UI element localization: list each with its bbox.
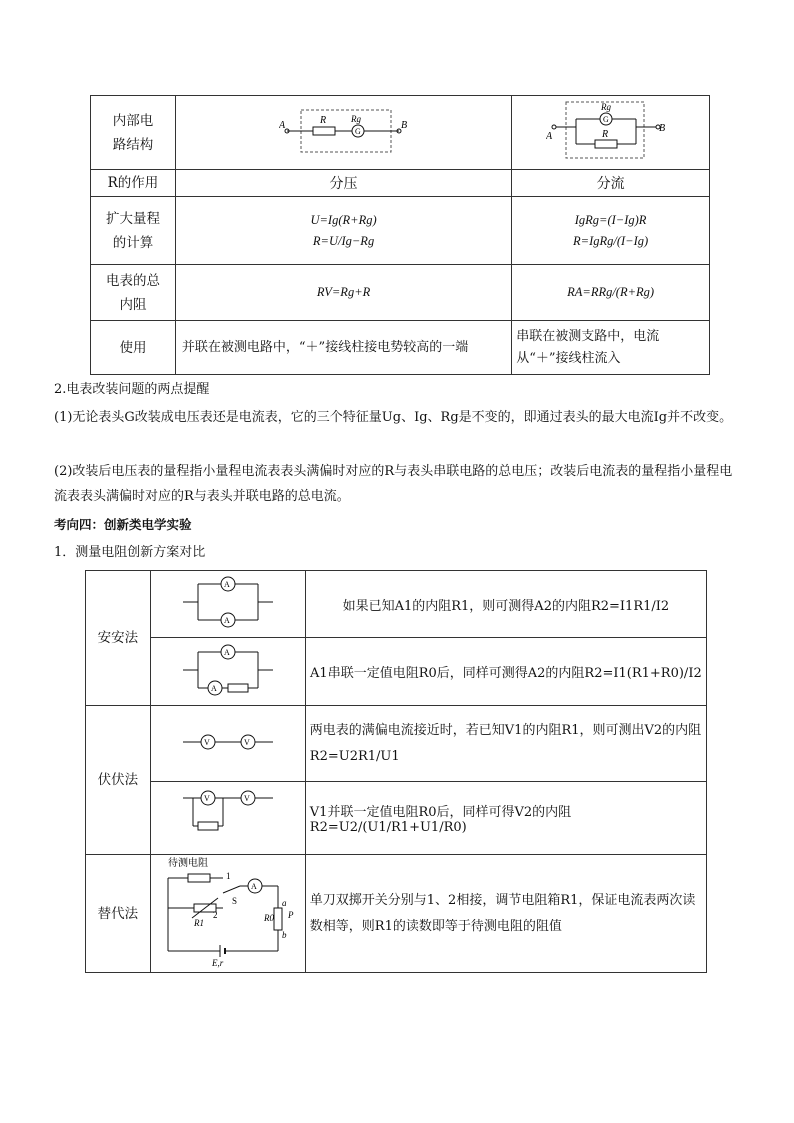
volt-r-role: 分压 (175, 170, 511, 197)
method-substitution: 替代法 (86, 855, 151, 973)
svg-text:P: P (287, 909, 294, 920)
svg-text:G: G (602, 114, 609, 124)
section-4-sub1: 1．测量电阻创新方案对比 (54, 545, 206, 560)
svg-text:R0: R0 (263, 912, 274, 923)
row-label-usage: 使用 (91, 321, 176, 375)
svg-text:V: V (243, 737, 250, 747)
ammeter-circuit-diagram (546, 99, 676, 163)
svg-text:A: A (223, 647, 230, 657)
curr-eq2: R=IgRg/(I−Ig) (573, 233, 649, 248)
svg-text:a: a (281, 897, 287, 908)
curr-total: RA=RRg/(R+Rg) (512, 265, 710, 321)
svg-text:A: A (545, 130, 552, 142)
section-2-p2: (2)改装后电压表的量程指小量程电流表表头满偏时对应的R与表头串联电路的总电压；改装后电流表的量程指小量程电流表表头满偏时对应的R与表头并联电路的总电流。 (54, 464, 733, 504)
ammeter-circuit-cell (512, 96, 710, 170)
svg-text:V: V (243, 794, 250, 803)
svg-text:V: V (203, 794, 210, 803)
svg-text:B: B (658, 122, 665, 134)
svg-text:Rg: Rg (600, 101, 611, 112)
aa-diagram-2 (178, 640, 278, 700)
svg-text:2: 2 (212, 909, 218, 920)
svg-text:A: A (278, 119, 285, 131)
row-label-calc: 扩大量程的计算 (91, 197, 176, 265)
meter-conversion-table (90, 95, 710, 375)
curr-usage: 串联在被测支路中，电流从“＋”接线柱流入 (512, 321, 710, 375)
volt-eq2: R=U/Ig−Rg (312, 233, 375, 248)
section-4-title: 考向四：创新类电学实验 (54, 517, 192, 532)
svg-text:A: A (223, 580, 230, 589)
svg-text:Rg: Rg (350, 113, 361, 124)
vv-diagram-2-cell (150, 782, 305, 855)
vv-diagram-1-cell (150, 706, 305, 782)
svg-text:A: A (250, 881, 257, 891)
curr-eq1: IgRg=(I−Ig)R (574, 212, 647, 227)
aa-desc-2: A1串联一定值电阻R0后，同样可测得A2的内阻R2=I1(R1+R0)/I2 (305, 638, 706, 706)
svg-text:G: G (354, 126, 361, 136)
svg-text:R: R (319, 114, 326, 126)
voltmeter-circuit-cell (175, 96, 511, 170)
svg-text:R1: R1 (193, 917, 204, 928)
aa-diagram-2-cell (150, 638, 305, 706)
row-label-structure: 内部电路结构 (91, 96, 176, 170)
curr-calc (512, 197, 710, 265)
substitution-circuit-diagram (158, 856, 298, 968)
aa-diagram-1-cell (150, 571, 305, 638)
svg-text:V: V (203, 737, 210, 747)
svg-text:B: B (400, 119, 407, 131)
volt-eq1: U=Ig(R+Rg) (310, 212, 377, 227)
vv-desc-1: 两电表的满偏电流接近时，若已知V1的内阻R1，则可测出V2的内阻R2=U2R1/U1 (305, 706, 706, 782)
aa-desc-1: 如果已知A1的内阻R1，则可测得A2的内阻R2=I1R1/I2 (305, 571, 706, 638)
section-2-title: 2.电表改装问题的两点提醒 (54, 382, 210, 397)
svg-text:1: 1 (225, 870, 231, 881)
svg-text:S: S (231, 895, 237, 906)
resistance-method-table (85, 570, 707, 973)
curr-r-role: 分流 (512, 170, 710, 197)
volt-calc (175, 197, 511, 265)
svg-text:R: R (601, 128, 608, 140)
vv-diagram-2 (178, 786, 278, 846)
svg-text:A: A (223, 616, 230, 625)
vv-desc-2: V1并联一定值电阻R0后，同样可得V2的内阻R2=U2/(U1/R1+U1/R0) (305, 782, 706, 855)
svg-text:待测电阻: 待测电阻 (167, 857, 208, 869)
volt-usage: 并联在被测电路中，“＋”接线柱接电势较高的一端 (175, 321, 511, 375)
sub-desc: 单刀双掷开关分别与1、2相接，调节电阻箱R1，保证电流表两次读数相等，则R1的读数即等于待测电阻的阻值 (305, 855, 706, 973)
method-aa: 安安法 (86, 571, 151, 706)
svg-text:b: b (281, 929, 287, 940)
aa-diagram-1 (178, 572, 278, 632)
vv-diagram-1 (178, 727, 278, 757)
volt-total: RV=Rg+R (175, 265, 511, 321)
svg-text:A: A (210, 683, 217, 693)
row-label-r-role: R的作用 (91, 170, 176, 197)
method-vv: 伏伏法 (86, 706, 151, 855)
sub-diagram-cell (150, 855, 305, 973)
section-2-p1: (1)无论表头G改装成电压表还是电流表，它的三个特征量Ug、Ig、Rg是不变的，即通过表头的最大电流Ig并不改变。 (54, 410, 733, 425)
voltmeter-circuit-diagram (279, 103, 409, 159)
row-label-total-resistance: 电表的总内阻 (91, 265, 176, 321)
svg-text:E,r: E,r (211, 957, 224, 968)
